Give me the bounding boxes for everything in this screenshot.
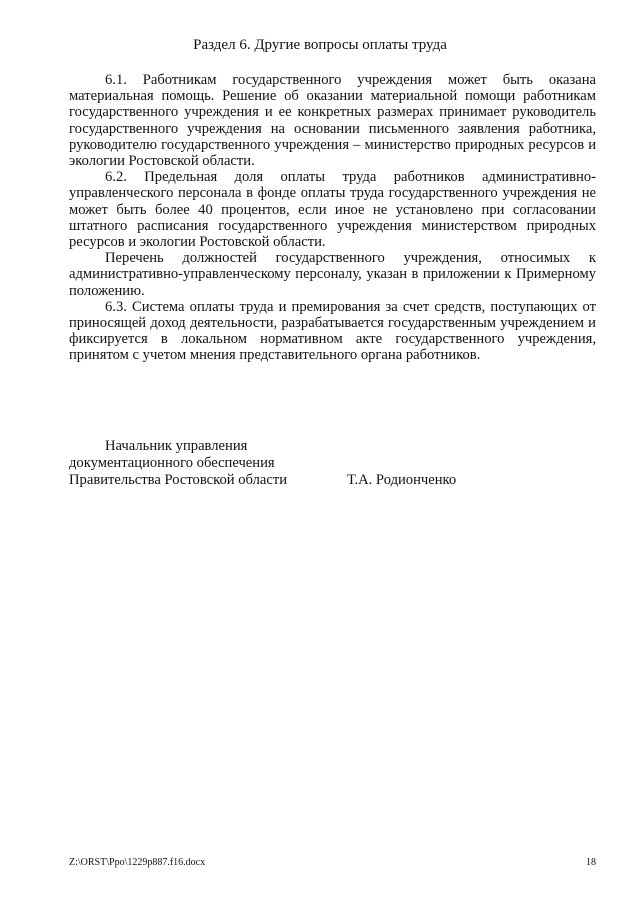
footer-file-path: Z:\ORST\Ppo\1229p887.f16.docx bbox=[69, 857, 206, 868]
body-text bbox=[69, 72, 596, 364]
signature-position-line-1: Начальник управления bbox=[105, 438, 248, 454]
signature-position-line-3: Правительства Ростовской области bbox=[69, 471, 288, 488]
signature-block bbox=[69, 438, 596, 488]
signatory-name: Т.А. Родионченко bbox=[347, 471, 457, 488]
section-title: Раздел 6. Другие вопросы оплаты труда bbox=[193, 37, 447, 53]
paragraph-position-list: Перечень должностей государственного учреждения, относимых к административно-управленческому персоналу, указан в приложении к Примерному положению. bbox=[69, 250, 596, 299]
paragraph-6-3: 6.3. Система оплаты труда и премирования за счет средств, поступающих от приносящей доход деятельности, разрабатывается государственным учреждением и фиксируется в локальном нормативном акте государственного учреждения, принятом с учетом мнения представительного органа работников. bbox=[69, 298, 596, 364]
paragraph-6-1: 6.1. Работникам государственного учреждения может быть оказана материальная помощь. Решение об оказании материальной помощи работникам государственного учреждения и ее конкретных размерах принимает руководитель государственного учреждения на основании письменного заявления работника, руководителю государственного учреждения – министерство природных ресурсов и экологии Ростовской области. bbox=[69, 72, 596, 170]
footer-page-number: 18 bbox=[586, 857, 596, 868]
signature-position-line-2: документационного обеспечения bbox=[69, 454, 275, 471]
paragraph-6-2: 6.2. Предельная доля оплаты труда работников административно-управленческого персонала в фонде оплаты труда государственного учреждения не может быть более 40 процентов, если иное не установлено при согласовании штатного расписания государственного учреждения министерством природных ресурсов и экологии Ростовской области. bbox=[69, 169, 596, 251]
